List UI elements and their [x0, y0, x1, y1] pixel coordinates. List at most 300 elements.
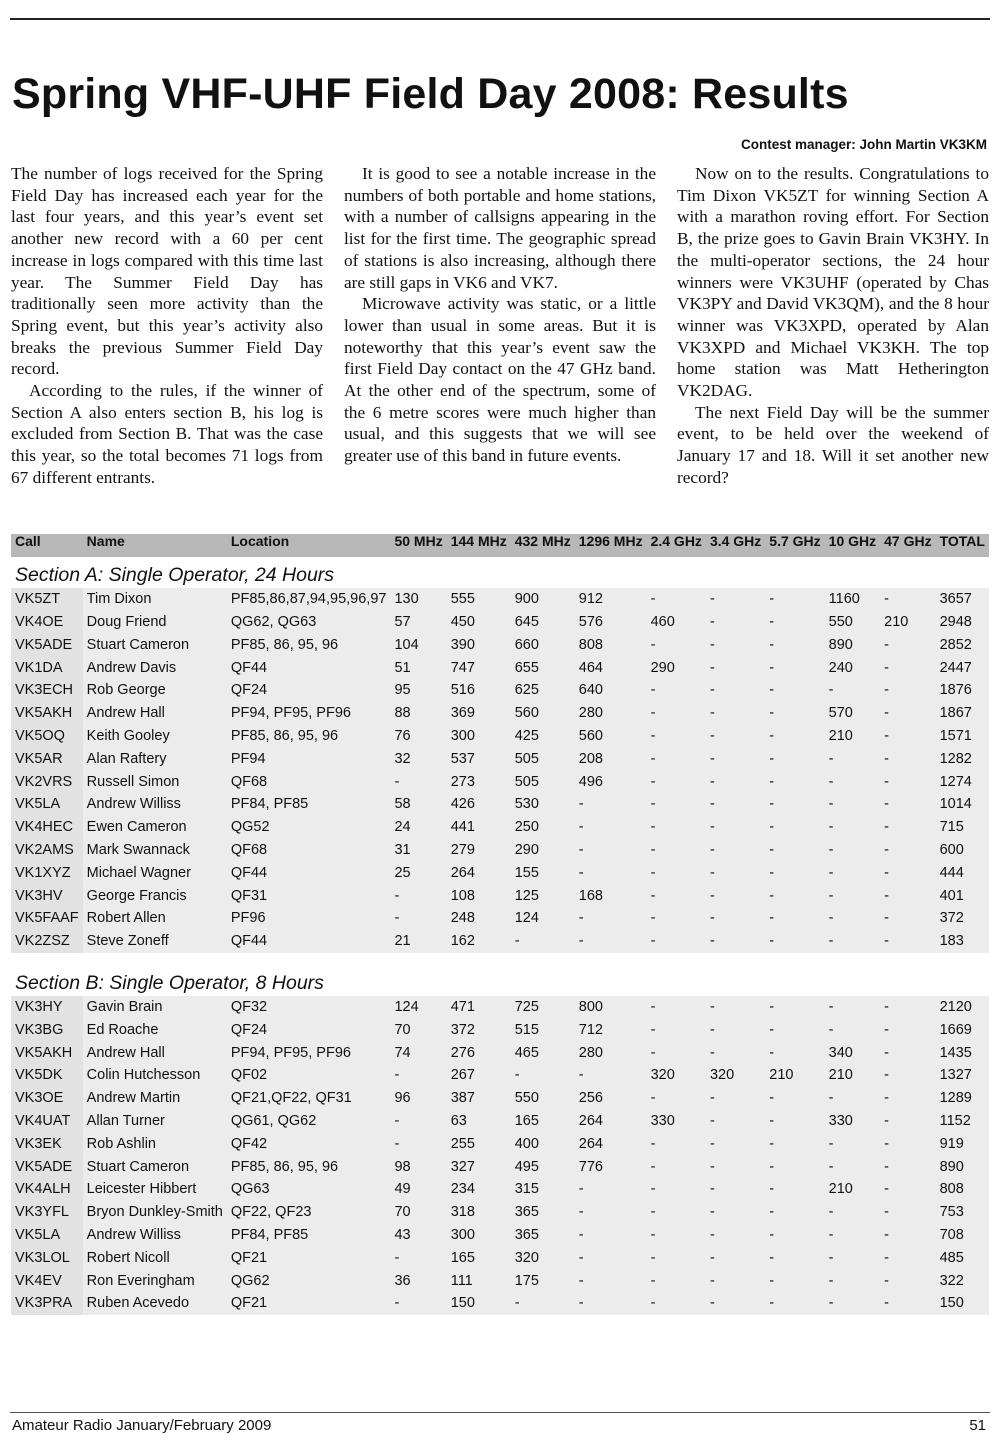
column-header-location: Location [227, 534, 391, 557]
table-cell: - [825, 1246, 880, 1269]
table-cell: - [647, 747, 706, 770]
table-row [11, 816, 989, 839]
table-cell: 530 [511, 793, 575, 816]
table-cell: VK4ALH [11, 1178, 83, 1201]
table-cell: 747 [447, 656, 511, 679]
table-cell: - [880, 816, 935, 839]
table-cell: 712 [575, 1018, 647, 1041]
table-cell: VK5OQ [11, 725, 83, 748]
table-cell: VK5DK [11, 1064, 83, 1087]
table-cell: - [880, 1224, 935, 1247]
table-cell: 330 [825, 1110, 880, 1133]
table-cell: - [825, 679, 880, 702]
table-cell: 890 [936, 1155, 989, 1178]
table-cell: - [765, 633, 824, 656]
table-cell: 290 [511, 839, 575, 862]
table-cell: 300 [447, 725, 511, 748]
table-cell: 1014 [936, 793, 989, 816]
table-cell: - [706, 861, 765, 884]
table-cell: 70 [390, 1201, 446, 1224]
table-cell: - [706, 793, 765, 816]
table-cell: 70 [390, 1018, 446, 1041]
table-row [11, 679, 989, 702]
table-cell: QF68 [227, 770, 391, 793]
table-cell: - [880, 996, 935, 1019]
table-cell: - [825, 1269, 880, 1292]
column-header-47ghz: 47 GHz [880, 534, 935, 557]
table-cell: - [765, 679, 824, 702]
table-row [11, 861, 989, 884]
table-cell: VK2ZSZ [11, 930, 83, 953]
table-cell: - [880, 725, 935, 748]
table-cell: 51 [390, 656, 446, 679]
table-cell: 31 [390, 839, 446, 862]
table-cell: 808 [575, 633, 647, 656]
table-cell: VK5LA [11, 793, 83, 816]
table-cell: VK5FAAF [11, 907, 83, 930]
table-cell: 320 [706, 1064, 765, 1087]
table-cell: 256 [575, 1087, 647, 1110]
table-cell: QF44 [227, 656, 391, 679]
table-cell: 210 [765, 1064, 824, 1087]
table-cell: 276 [447, 1041, 511, 1064]
table-cell: - [647, 884, 706, 907]
table-cell: - [647, 1132, 706, 1155]
section-b-heading: Section B: Single Operator, 8 Hours [11, 965, 989, 996]
table-cell: 124 [390, 996, 446, 1019]
table-cell: QF42 [227, 1132, 391, 1155]
table-cell: - [880, 907, 935, 930]
table-cell: - [880, 1246, 935, 1269]
table-cell: Michael Wagner [83, 861, 227, 884]
table-cell: - [825, 1224, 880, 1247]
table-cell: 2120 [936, 996, 989, 1019]
table-row [11, 930, 989, 953]
table-cell: Colin Hutchesson [83, 1064, 227, 1087]
table-cell: Andrew Martin [83, 1087, 227, 1110]
table-cell: PF85, 86, 95, 96 [227, 1155, 391, 1178]
table-cell: 24 [390, 816, 446, 839]
table-cell: - [706, 884, 765, 907]
table-cell: QG61, QG62 [227, 1110, 391, 1133]
table-cell: - [765, 702, 824, 725]
table-cell: Andrew Williss [83, 1224, 227, 1247]
table-cell: 390 [447, 633, 511, 656]
table-cell: - [880, 1269, 935, 1292]
table-cell: 645 [511, 611, 575, 634]
table-cell: 919 [936, 1132, 989, 1155]
table-cell: 279 [447, 839, 511, 862]
table-cell: QG63 [227, 1178, 391, 1201]
table-cell: - [880, 1018, 935, 1041]
table-cell: - [880, 884, 935, 907]
table-cell: 210 [825, 1178, 880, 1201]
table-cell: - [390, 907, 446, 930]
table-cell: - [390, 770, 446, 793]
table-cell: 264 [447, 861, 511, 884]
table-cell: 280 [575, 1041, 647, 1064]
table-cell: 273 [447, 770, 511, 793]
table-cell: 150 [447, 1292, 511, 1315]
table-cell: - [880, 1110, 935, 1133]
table-cell: - [575, 907, 647, 930]
table-cell: - [880, 1041, 935, 1064]
table-cell: - [880, 702, 935, 725]
table-cell: - [647, 1292, 706, 1315]
table-cell: - [765, 996, 824, 1019]
table-cell: - [765, 930, 824, 953]
article-body [11, 163, 989, 513]
table-cell: - [647, 816, 706, 839]
table-cell: - [706, 907, 765, 930]
table-cell: Andrew Williss [83, 793, 227, 816]
table-cell: 444 [936, 861, 989, 884]
table-header-row [11, 534, 989, 557]
table-cell: 2447 [936, 656, 989, 679]
table-cell: 290 [647, 656, 706, 679]
table-cell: 88 [390, 702, 446, 725]
table-cell: - [825, 907, 880, 930]
table-cell: - [765, 1246, 824, 1269]
table-cell: - [390, 1246, 446, 1269]
table-cell: Andrew Hall [83, 702, 227, 725]
bottom-rule [10, 1412, 990, 1413]
table-cell: VK3EK [11, 1132, 83, 1155]
table-cell: VK4HEC [11, 816, 83, 839]
table-cell: 1327 [936, 1064, 989, 1087]
table-cell: 57 [390, 611, 446, 634]
table-cell: Andrew Davis [83, 656, 227, 679]
column-header-10ghz: 10 GHz [825, 534, 880, 557]
column-header-name: Name [83, 534, 227, 557]
table-cell: 95 [390, 679, 446, 702]
table-cell: 2948 [936, 611, 989, 634]
table-cell: 165 [511, 1110, 575, 1133]
table-cell: 1435 [936, 1041, 989, 1064]
table-cell: 108 [447, 884, 511, 907]
table-cell: 890 [825, 633, 880, 656]
table-cell: PF94 [227, 747, 391, 770]
table-cell: 1152 [936, 1110, 989, 1133]
table-cell: Mark Swannack [83, 839, 227, 862]
table-cell: 471 [447, 996, 511, 1019]
table-cell: 162 [447, 930, 511, 953]
table-cell: - [880, 633, 935, 656]
table-row [11, 1041, 989, 1064]
table-cell: PF96 [227, 907, 391, 930]
table-cell: VK5AKH [11, 702, 83, 725]
table-cell: - [706, 996, 765, 1019]
table-cell: - [647, 1201, 706, 1224]
table-cell: 369 [447, 702, 511, 725]
table-cell: - [575, 861, 647, 884]
footer-publication: Amateur Radio January/February 2009 [12, 1417, 272, 1434]
table-cell: VK1DA [11, 656, 83, 679]
table-cell: 365 [511, 1224, 575, 1247]
table-cell: 550 [511, 1087, 575, 1110]
table-row [11, 770, 989, 793]
table-cell: - [647, 1018, 706, 1041]
table-cell: 425 [511, 725, 575, 748]
table-cell: Rob George [83, 679, 227, 702]
table-cell: - [765, 1132, 824, 1155]
table-row [11, 1087, 989, 1110]
table-cell: 32 [390, 747, 446, 770]
table-cell: - [706, 702, 765, 725]
table-cell: 550 [825, 611, 880, 634]
table-cell: 264 [575, 1132, 647, 1155]
table-cell: 1669 [936, 1018, 989, 1041]
table-cell: 49 [390, 1178, 446, 1201]
table-cell: - [706, 679, 765, 702]
table-cell: 450 [447, 611, 511, 634]
table-cell: Bryon Dunkley-Smith [83, 1201, 227, 1224]
table-cell: 725 [511, 996, 575, 1019]
table-cell: QF24 [227, 1018, 391, 1041]
table-row [11, 1269, 989, 1292]
table-cell: - [706, 588, 765, 611]
table-cell: - [575, 816, 647, 839]
table-cell: PF94, PF95, PF96 [227, 702, 391, 725]
table-cell: Gavin Brain [83, 996, 227, 1019]
table-cell: 210 [880, 611, 935, 634]
table-row [11, 793, 989, 816]
table-cell: 625 [511, 679, 575, 702]
table-cell: QF02 [227, 1064, 391, 1087]
table-cell: - [706, 747, 765, 770]
table-cell: - [647, 861, 706, 884]
table-cell: - [575, 1246, 647, 1269]
table-row [11, 1132, 989, 1155]
table-cell: - [765, 884, 824, 907]
table-cell: Steve Zoneff [83, 930, 227, 953]
table-cell: 175 [511, 1269, 575, 1292]
table-cell: 210 [825, 1064, 880, 1087]
table-cell: - [825, 930, 880, 953]
table-cell: - [825, 861, 880, 884]
table-cell: - [880, 839, 935, 862]
table-cell: - [390, 1110, 446, 1133]
table-cell: - [647, 996, 706, 1019]
table-cell: - [647, 839, 706, 862]
table-cell: - [647, 1269, 706, 1292]
table-cell: 496 [575, 770, 647, 793]
table-cell: Ruben Acevedo [83, 1292, 227, 1315]
table-cell: - [706, 1269, 765, 1292]
table-cell: 318 [447, 1201, 511, 1224]
table-cell: - [825, 747, 880, 770]
table-cell: - [880, 1292, 935, 1315]
table-cell: 485 [936, 1246, 989, 1269]
table-cell: 1160 [825, 588, 880, 611]
table-cell: - [765, 1041, 824, 1064]
table-row [11, 1292, 989, 1315]
table-cell: 912 [575, 588, 647, 611]
table-cell: 495 [511, 1155, 575, 1178]
table-row [11, 702, 989, 725]
table-cell: 3657 [936, 588, 989, 611]
table-cell: Stuart Cameron [83, 633, 227, 656]
table-cell: QF68 [227, 839, 391, 862]
table-cell: - [880, 747, 935, 770]
table-cell: - [825, 1018, 880, 1041]
table-cell: QF21 [227, 1292, 391, 1315]
table-cell: - [706, 816, 765, 839]
table-row [11, 907, 989, 930]
table-cell: - [765, 816, 824, 839]
table-cell: - [765, 770, 824, 793]
table-cell: 36 [390, 1269, 446, 1292]
article-column-3 [677, 163, 989, 513]
table-row [11, 1224, 989, 1247]
table-cell: - [880, 1155, 935, 1178]
table-cell: 150 [936, 1292, 989, 1315]
table-cell: 130 [390, 588, 446, 611]
table-cell: 515 [511, 1018, 575, 1041]
table-cell: - [706, 1246, 765, 1269]
table-cell: Alan Raftery [83, 747, 227, 770]
table-cell: - [825, 793, 880, 816]
table-cell: 1289 [936, 1087, 989, 1110]
table-cell: 340 [825, 1041, 880, 1064]
table-cell: - [825, 770, 880, 793]
table-cell: - [880, 656, 935, 679]
table-cell: - [647, 588, 706, 611]
table-row [11, 996, 989, 1019]
table-cell: 655 [511, 656, 575, 679]
table-cell: 327 [447, 1155, 511, 1178]
column-header-144mhz: 144 MHz [447, 534, 511, 557]
table-cell: 560 [575, 725, 647, 748]
table-cell: 250 [511, 816, 575, 839]
table-cell: VK2VRS [11, 770, 83, 793]
table-cell: Russell Simon [83, 770, 227, 793]
table-cell: PF84, PF85 [227, 793, 391, 816]
spacer-cell [11, 953, 989, 965]
column-header-432mhz: 432 MHz [511, 534, 575, 557]
table-cell: 464 [575, 656, 647, 679]
table-cell: - [390, 1292, 446, 1315]
column-header-2-4ghz: 2.4 GHz [647, 534, 706, 557]
table-cell: 255 [447, 1132, 511, 1155]
table-row [11, 1201, 989, 1224]
table-cell: VK3YFL [11, 1201, 83, 1224]
table-cell: QF44 [227, 861, 391, 884]
table-cell: - [706, 1087, 765, 1110]
section-heading-row [11, 557, 989, 588]
table-cell: - [880, 1064, 935, 1087]
table-cell: - [765, 588, 824, 611]
table-cell: - [511, 1064, 575, 1087]
contest-manager-credit: Contest manager: John Martin VK3KM [740, 137, 987, 152]
table-cell: - [647, 702, 706, 725]
table-cell: VK4UAT [11, 1110, 83, 1133]
table-cell: - [706, 1155, 765, 1178]
table-row [11, 1018, 989, 1041]
table-cell: VK3OE [11, 1087, 83, 1110]
table-cell: 315 [511, 1178, 575, 1201]
table-cell: - [765, 1155, 824, 1178]
paragraph: The next Field Day will be the summer event, to be held over the weekend of January 17 and 18. Will it set another new record? [677, 402, 989, 487]
table-cell: - [825, 996, 880, 1019]
table-cell: VK5AR [11, 747, 83, 770]
table-cell: 465 [511, 1041, 575, 1064]
table-cell: 900 [511, 588, 575, 611]
table-cell: Leicester Hibbert [83, 1178, 227, 1201]
table-cell: - [706, 1224, 765, 1247]
table-cell: - [706, 1201, 765, 1224]
section-a-heading: Section A: Single Operator, 24 Hours [11, 557, 989, 588]
table-cell: 168 [575, 884, 647, 907]
table-cell: - [575, 1292, 647, 1315]
table-cell: - [647, 1155, 706, 1178]
table-cell: 104 [390, 633, 446, 656]
table-cell: 600 [936, 839, 989, 862]
table-cell: 165 [447, 1246, 511, 1269]
table-cell: - [647, 1246, 706, 1269]
table-cell: Keith Gooley [83, 725, 227, 748]
table-cell: - [765, 1178, 824, 1201]
table-cell: QF31 [227, 884, 391, 907]
table-cell: 570 [825, 702, 880, 725]
table-cell: - [765, 1201, 824, 1224]
table-cell: 322 [936, 1269, 989, 1292]
table-cell: - [575, 1269, 647, 1292]
table-cell: - [706, 1292, 765, 1315]
table-cell: QF24 [227, 679, 391, 702]
column-header-3-4ghz: 3.4 GHz [706, 534, 765, 557]
table-cell: - [647, 633, 706, 656]
table-cell: - [880, 1201, 935, 1224]
table-row [11, 884, 989, 907]
results-table-body [11, 557, 989, 1315]
column-header-50mhz: 50 MHz [390, 534, 446, 557]
table-cell: 63 [447, 1110, 511, 1133]
table-cell: 715 [936, 816, 989, 839]
table-cell: VK5LA [11, 1224, 83, 1247]
table-cell: - [390, 1064, 446, 1087]
table-cell: - [511, 930, 575, 953]
table-cell: VK3LOL [11, 1246, 83, 1269]
table-cell: VK5ZT [11, 588, 83, 611]
table-cell: - [825, 816, 880, 839]
table-cell: - [880, 588, 935, 611]
table-cell: 365 [511, 1201, 575, 1224]
table-cell: 125 [511, 884, 575, 907]
table-cell: 555 [447, 588, 511, 611]
table-cell: - [880, 930, 935, 953]
table-cell: - [765, 1269, 824, 1292]
table-row [11, 656, 989, 679]
table-cell: VK1XYZ [11, 861, 83, 884]
table-cell: - [575, 930, 647, 953]
table-cell: 300 [447, 1224, 511, 1247]
table-cell: - [575, 793, 647, 816]
table-cell: 234 [447, 1178, 511, 1201]
table-cell: 280 [575, 702, 647, 725]
column-header-5-7ghz: 5.7 GHz [765, 534, 824, 557]
table-row [11, 1178, 989, 1201]
table-cell: QF32 [227, 996, 391, 1019]
table-cell: - [511, 1292, 575, 1315]
paragraph: The number of logs received for the Spring Field Day has increased each year for the last four years, and this year’s event set another new record with a 60 per cent increase in logs compared with this time last year. The Summer Field Day has traditionally seen more activity than the Spring event, but this year’s activity also breaks the previous Summer Field Day record. [11, 164, 323, 379]
table-cell: - [765, 839, 824, 862]
table-cell: 537 [447, 747, 511, 770]
table-cell: - [880, 1132, 935, 1155]
table-cell: - [647, 1087, 706, 1110]
table-cell: - [880, 793, 935, 816]
table-cell: - [880, 679, 935, 702]
